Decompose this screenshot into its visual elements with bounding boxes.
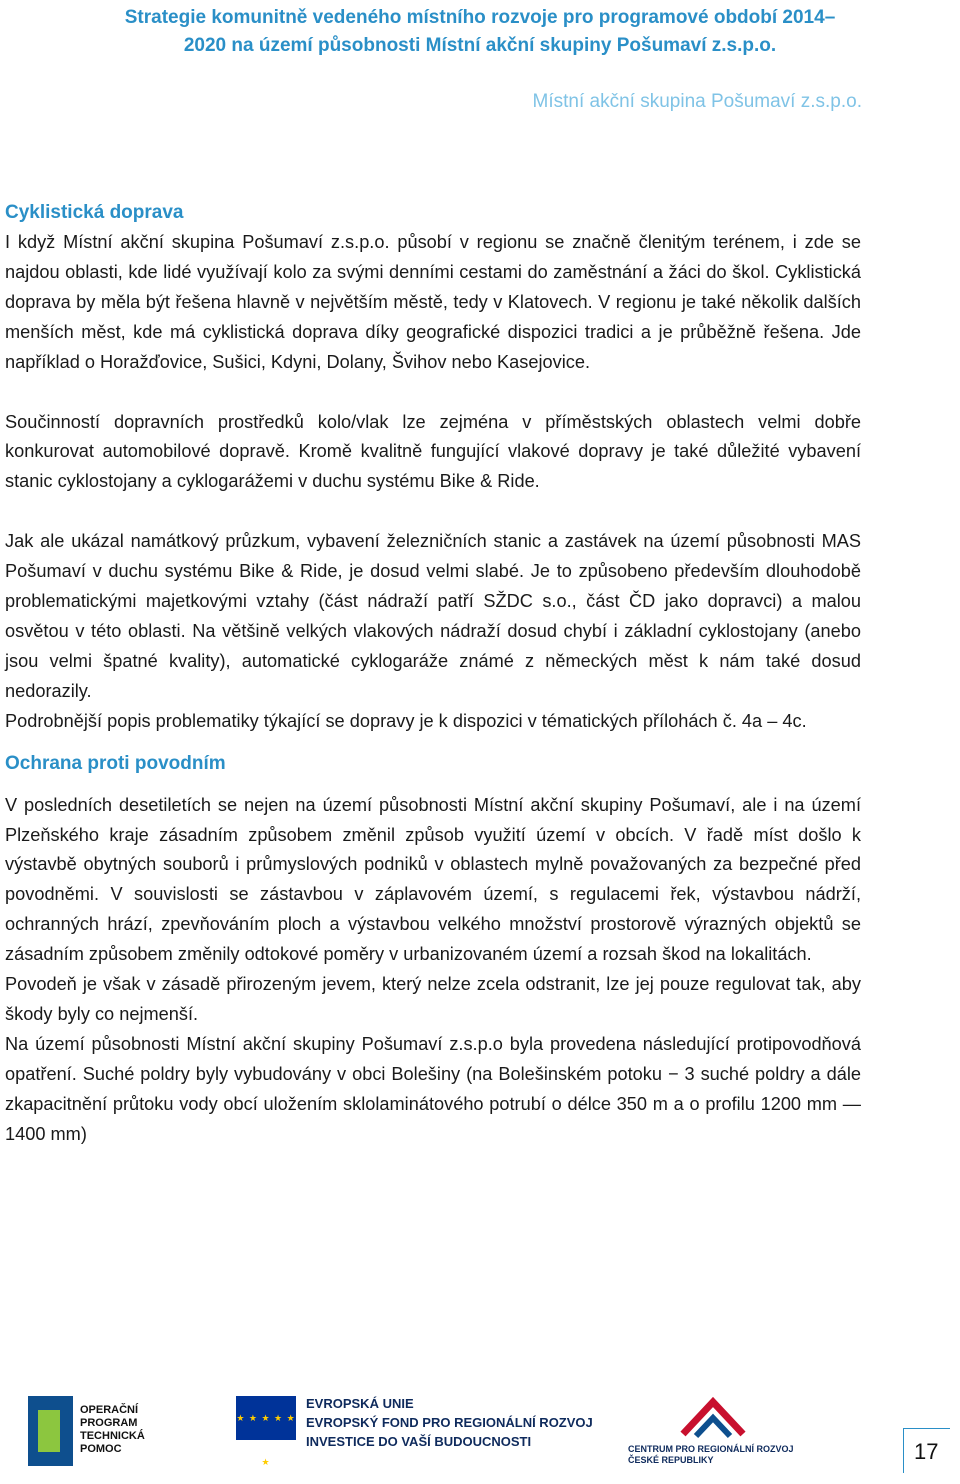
page-number-box [903,1428,950,1473]
document-title-line-1: Strategie komunitně vedeného místního rozvoje pro programové období 2014– [124,7,836,28]
document-title-line-2: 2020 na území působnosti Místní akční skupiny Pošumaví z.s.p.o. [183,35,777,56]
crr-logo: CENTRUM PRO REGIONÁLNÍ ROZVOJ ČESKÉ REPUBLIKY [628,1394,808,1474]
op-technical-assistance-logo: OPERAČNÍ PROGRAM TECHNICKÁ POMOC [28,1396,173,1466]
crr-mark-icon [678,1394,748,1440]
paragraph: Podrobnější popis problematiky týkající se dopravy je k dispozici v tématických přílohách č. 4a – 4c. [5,710,807,731]
paragraph: Jak ale ukázal namátkový průzkum, vybavení železničních stanic a zastávek na území působnosti MAS Pošumaví v duchu systému Bike & Ride, je dosud velmi slabé. Je to způsobeno především dlouhodobě problematickými majetkovými vztahy (část nádraží patří SŽDC s.o., část ČD jako dopravci) a malou osvětou v této oblasti. Na většině velkých vlakových nádraží dosud chybí i základní cyklostojany (anebo jsou velmi špatné kvality), automatické cyklogaráže známé z německých měst k nám také dosud nedorazily. [5,531,861,701]
page-footer [0,1380,960,1483]
document-body [5,198,861,1149]
paragraph: V posledních desetiletích se nejen na území působnosti Místní akční skupiny Pošumaví, ale i na území Plzeňského kraje zásadním způsobem změnil způsob využití území v obcích. V řadě míst došlo k výstavbě obytných souborů i průmyslových podniků v oblastech mylně považovaných za bezpečné před povodněmi. V souvislosti se zástavbou v záplavovém území, s regulacemi řek, výstavbou nádrží, ochranných hrází, zpevňováním ploch a výstavbou velkého množství prostorově výrazných objektů se zásadním způsobem změnily odtokové poměry v urbanizovaném území a rozsah škod na lokalitách. [5,794,861,965]
section-heading-cycling: Cyklistická doprava [5,202,184,223]
page-header [0,4,960,116]
paragraph: Povodeň je však v zásadě přirozeným jevem, který nelze zcela odstranit, lze jej pouze regulovat tak, aby škody byly co nejmenší. [5,974,861,1024]
eu-fund-logo: ★ ★ ★ ★ ★ ★ EVROPSKÁ UNIE EVROPSKÝ FOND PRO REGIONÁLNÍ ROZVOJ INVESTICE DO VAŠÍ BUDOUCNOSTI [236,1396,593,1467]
organization-name: Místní akční skupina Pošumaví z.s.p.o. [532,91,862,112]
section-heading-flood-protection: Ochrana proti povodním [5,752,226,774]
eu-flag-icon: ★ ★ ★ ★ ★ ★ [236,1396,296,1440]
page-number: 17 [914,1439,939,1464]
paragraph: Součinností dopravních prostředků kolo/vlak lze zejména v příměstských oblastech velmi dobře konkurovat automobilové dopravě. Kromě kvalitně fungující vlakové dopravy je také důležité vybavení stanic cyklostojany a cyklogarážemi v duchu systému Bike & Ride. [5,411,861,492]
paragraph: I když Místní akční skupina Pošumaví z.s.p.o. působí v regionu se značně členitým terénem, i zde se najdou oblasti, kde lidé využívají kolo za svými denními cestami do zaměstnání a žáci do škol. Cyklistická doprava by měla být řešena hlavně v největším městě, tedy v Klatovech. V regionu je také několik dalších menších měst, kde má cyklistická doprava díky geografické dispozici tradici a je průběžně řešena. Jde například o Horažďovice, Sušici, Kdyni, Dolany, Švihov nebo Kasejovice. [5,232,861,372]
paragraph: Na území působnosti Místní akční skupiny Pošumaví z.s.p.o byla provedena následující protipovodňová opatření. Suché poldry byly vybudovány v obci Bolešiny (na Bolešinském potoku − 3 suché poldry a dále zkapacitnění průtoku vody obcí uložením sklolaminátového potrubí o délce 350 m a o profilu 1200 mm — 1400 mm) [5,1033,861,1144]
